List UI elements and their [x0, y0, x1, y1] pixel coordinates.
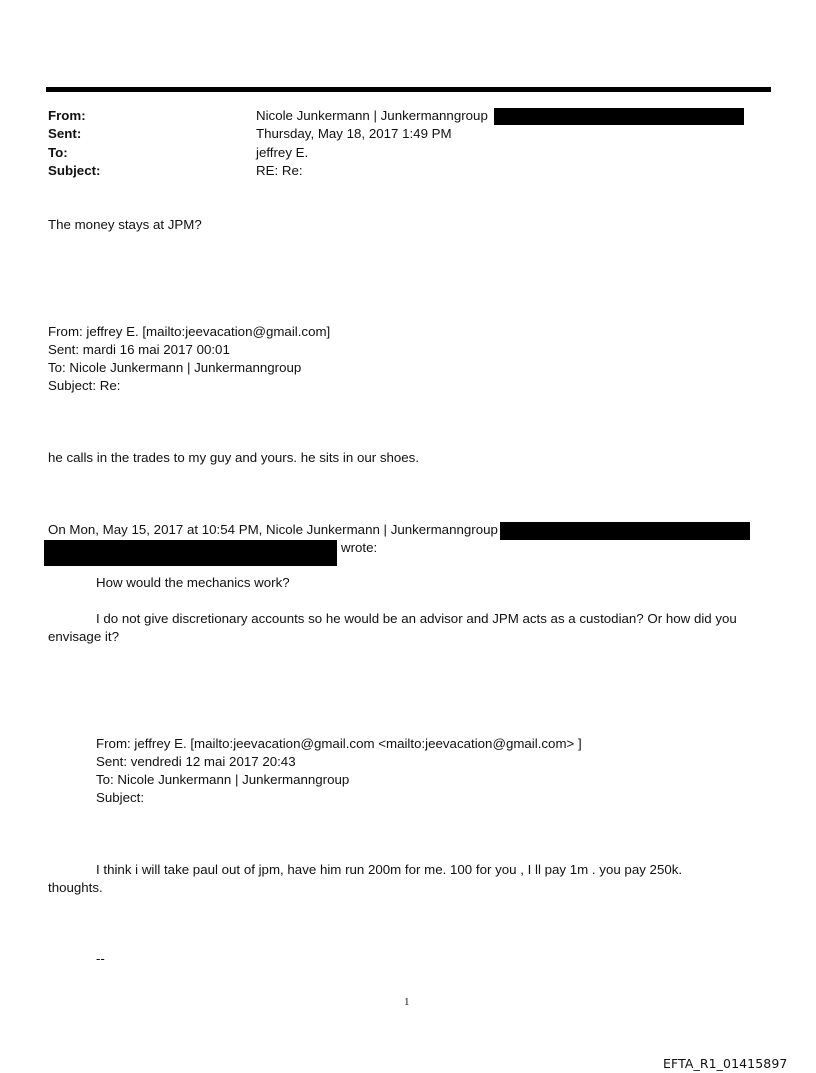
from-label: From: [48, 108, 86, 123]
document-id: EFTA_R1_01415897 [663, 1056, 788, 1071]
signature-separator: -- [96, 951, 105, 966]
message-1: he calls in the trades to my guy and yours. he sits in our shoes. [48, 450, 420, 465]
message-3-line-2: thoughts. [48, 880, 103, 895]
sent-label: Sent: [48, 126, 82, 141]
quote2-sent: Sent: vendredi 12 mai 2017 20:43 [96, 754, 296, 769]
on-wrote-line: On Mon, May 15, 2017 at 10:54 PM, Nicole Junkermann | Junkermanngroup [48, 522, 498, 537]
reply-line: The money stays at JPM? [48, 217, 202, 232]
page-number: 1 [404, 996, 410, 1008]
redaction-box [44, 540, 337, 566]
quote2-to: To: Nicole Junkermann | Junkermanngroup [96, 772, 350, 787]
redaction-box [500, 522, 750, 540]
message-2-line-3: envisage it? [48, 629, 119, 644]
quote1-subject: Subject: Re: [48, 378, 121, 393]
message-2-line-2: I do not give discretionary accounts so he would be an advisor and JPM acts as a custodian? Or how did you [96, 611, 737, 626]
quote1-to: To: Nicole Junkermann | Junkermanngroup [48, 360, 302, 375]
redaction-box [494, 108, 744, 125]
quote1-from: From: jeffrey E. [mailto:jeevacation@gmail.com] [48, 324, 331, 339]
quote2-from: From: jeffrey E. [mailto:jeevacation@gmail.com <mailto:jeevacation@gmail.com> ] [96, 736, 582, 751]
sent-value: Thursday, May 18, 2017 1:49 PM [256, 126, 452, 141]
subject-value: RE: Re: [256, 163, 303, 178]
quote1-sent: Sent: mardi 16 mai 2017 00:01 [48, 342, 230, 357]
subject-label: Subject: [48, 163, 101, 178]
to-label: To: [48, 145, 68, 160]
to-value: jeffrey E. [256, 145, 309, 160]
message-3-line-1: I think i will take paul out of jpm, have him run 200m for me. 100 for you , I ll pay 1m . you pay 250k. [96, 862, 683, 877]
header-divider [46, 87, 771, 92]
message-2-line-1: How would the mechanics work? [96, 575, 290, 590]
from-value: Nicole Junkermann | Junkermanngroup [256, 108, 488, 123]
wrote-label: wrote: [341, 540, 378, 555]
quote2-subject: Subject: [96, 790, 145, 805]
